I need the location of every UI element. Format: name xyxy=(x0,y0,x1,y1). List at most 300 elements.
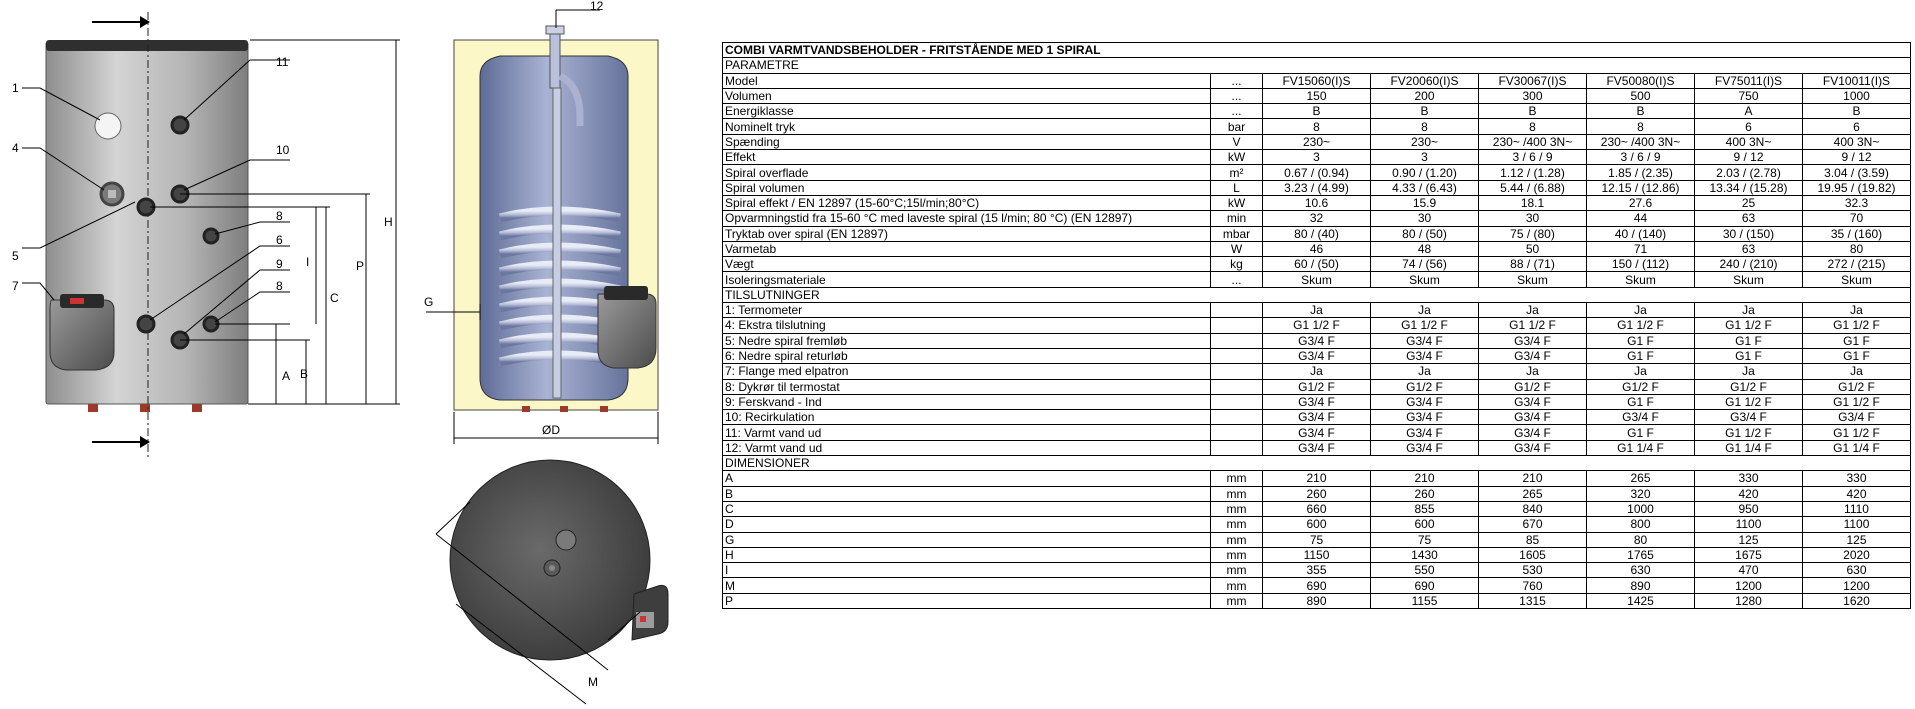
value-cell: G3/4 F xyxy=(1479,333,1587,348)
row-unit: ... xyxy=(1211,88,1263,103)
section-title: DIMENSIONER xyxy=(723,456,1911,471)
table-row xyxy=(723,440,1911,455)
row-unit xyxy=(1211,425,1263,440)
value-cell: 1620 xyxy=(1803,593,1911,608)
value-cell: G1 1/4 F xyxy=(1587,440,1695,455)
table-row xyxy=(723,303,1911,318)
value-cell: 63 xyxy=(1695,211,1803,226)
value-cell: G3/4 F xyxy=(1371,440,1479,455)
dim-label-m: M xyxy=(588,675,598,689)
value-cell: G1 1/2 F xyxy=(1803,394,1911,409)
value-cell: G1 1/2 F xyxy=(1803,318,1911,333)
value-cell: G3/4 F xyxy=(1695,410,1803,425)
specification-table xyxy=(722,42,1911,609)
value-cell: 1.12 / (1.28) xyxy=(1479,165,1587,180)
row-label: Opvarmningstid fra 15-60 °C med laveste spiral (15 l/min; 80 °C) (EN 12897) xyxy=(723,211,1211,226)
value-cell: 260 xyxy=(1263,486,1371,501)
value-cell: G1/2 F xyxy=(1695,379,1803,394)
value-cell: Skum xyxy=(1479,272,1587,287)
callout-12: 12 xyxy=(590,0,604,13)
value-cell: 1280 xyxy=(1695,593,1803,608)
specification-table-body xyxy=(723,43,1911,609)
value-cell: 690 xyxy=(1263,578,1371,593)
value-cell: 18.1 xyxy=(1479,195,1587,210)
value-cell: 150 xyxy=(1263,88,1371,103)
value-cell: 3 / 6 / 9 xyxy=(1587,150,1695,165)
value-cell: 2020 xyxy=(1803,547,1911,562)
table-row xyxy=(723,578,1911,593)
row-unit xyxy=(1211,440,1263,455)
table-row xyxy=(723,379,1911,394)
row-label: M xyxy=(723,578,1211,593)
value-cell: G1 1/4 F xyxy=(1695,440,1803,455)
value-cell: 230~ xyxy=(1263,134,1371,149)
callout-8a: 8 xyxy=(276,209,283,223)
value-cell: 200 xyxy=(1371,88,1479,103)
value-cell: G1 1/2 F xyxy=(1695,425,1803,440)
row-label: 7: Flange med elpatron xyxy=(723,364,1211,379)
value-cell: Ja xyxy=(1695,364,1803,379)
value-cell: 8 xyxy=(1587,119,1695,134)
dim-label-p: P xyxy=(356,259,365,273)
value-cell: FV10011(I)S xyxy=(1803,73,1911,88)
value-cell: 1.85 / (2.35) xyxy=(1587,165,1695,180)
row-unit: mm xyxy=(1211,517,1263,532)
value-cell: G3/4 F xyxy=(1263,394,1371,409)
row-unit: min xyxy=(1211,211,1263,226)
row-label: Spænding xyxy=(723,134,1211,149)
callout-11: 11 xyxy=(276,55,289,69)
row-unit: bar xyxy=(1211,119,1263,134)
table-row xyxy=(723,364,1911,379)
value-cell: G3/4 F xyxy=(1371,410,1479,425)
value-cell: G1 1/2 F xyxy=(1695,318,1803,333)
table-row xyxy=(723,547,1911,562)
value-cell: 550 xyxy=(1371,563,1479,578)
table-row xyxy=(723,88,1911,103)
value-cell: 530 xyxy=(1479,563,1587,578)
value-cell: 690 xyxy=(1371,578,1479,593)
value-cell: 30 / (150) xyxy=(1695,226,1803,241)
value-cell: B xyxy=(1587,104,1695,119)
table-row xyxy=(723,486,1911,501)
value-cell: 400 3N~ xyxy=(1803,134,1911,149)
row-label: Model xyxy=(723,73,1211,88)
value-cell: 670 xyxy=(1479,517,1587,532)
value-cell: G1 1/4 F xyxy=(1803,440,1911,455)
row-label: 12: Varmt vand ud xyxy=(723,440,1211,455)
value-cell: Skum xyxy=(1263,272,1371,287)
row-unit xyxy=(1211,348,1263,363)
value-cell: G3/4 F xyxy=(1263,410,1371,425)
value-cell: 27.6 xyxy=(1587,195,1695,210)
value-cell: 230~ xyxy=(1371,134,1479,149)
value-cell: G1 F xyxy=(1803,348,1911,363)
row-unit: kW xyxy=(1211,195,1263,210)
row-unit xyxy=(1211,379,1263,394)
value-cell: 125 xyxy=(1695,532,1803,547)
table-row xyxy=(723,517,1911,532)
row-label: C xyxy=(723,501,1211,516)
row-label: 11: Varmt vand ud xyxy=(723,425,1211,440)
value-cell: 210 xyxy=(1479,471,1587,486)
value-cell: 74 / (56) xyxy=(1371,257,1479,272)
value-cell: 80 / (50) xyxy=(1371,226,1479,241)
value-cell: 855 xyxy=(1371,501,1479,516)
row-unit: ... xyxy=(1211,104,1263,119)
row-unit: mm xyxy=(1211,486,1263,501)
dim-label-a: A xyxy=(282,369,291,383)
value-cell: G1 1/2 F xyxy=(1479,318,1587,333)
row-label: I xyxy=(723,563,1211,578)
dim-label-d: ØD xyxy=(542,423,560,437)
value-cell: FV30067(I)S xyxy=(1479,73,1587,88)
row-label: P xyxy=(723,593,1211,608)
value-cell: G1/2 F xyxy=(1263,379,1371,394)
value-cell: 32 xyxy=(1263,211,1371,226)
value-cell: 1100 xyxy=(1695,517,1803,532)
value-cell: 50 xyxy=(1479,241,1587,256)
row-unit xyxy=(1211,410,1263,425)
value-cell: 320 xyxy=(1587,486,1695,501)
value-cell: 1000 xyxy=(1587,501,1695,516)
value-cell: Ja xyxy=(1695,303,1803,318)
value-cell: 12.15 / (12.86) xyxy=(1587,180,1695,195)
table-row xyxy=(723,150,1911,165)
callout-10: 10 xyxy=(276,143,290,157)
table-row xyxy=(723,410,1911,425)
value-cell: G3/4 F xyxy=(1479,410,1587,425)
value-cell: 48 xyxy=(1371,241,1479,256)
row-unit xyxy=(1211,318,1263,333)
row-unit: mm xyxy=(1211,547,1263,562)
value-cell: 5.44 / (6.88) xyxy=(1479,180,1587,195)
dim-label-h: H xyxy=(384,215,393,229)
value-cell: B xyxy=(1263,104,1371,119)
row-label: Spiral overflade xyxy=(723,165,1211,180)
value-cell: 630 xyxy=(1803,563,1911,578)
table-title-row xyxy=(723,43,1911,58)
value-cell: 1110 xyxy=(1803,501,1911,516)
value-cell: G1 F xyxy=(1587,348,1695,363)
callout-6: 6 xyxy=(276,233,283,247)
value-cell: 25 xyxy=(1695,195,1803,210)
section-header-row xyxy=(723,58,1911,73)
value-cell: 63 xyxy=(1695,241,1803,256)
value-cell: G1/2 F xyxy=(1587,379,1695,394)
callout-8b: 8 xyxy=(276,279,283,293)
value-cell: 80 / (40) xyxy=(1263,226,1371,241)
value-cell: B xyxy=(1803,104,1911,119)
table-row xyxy=(723,348,1911,363)
value-cell: 950 xyxy=(1695,501,1803,516)
table-row xyxy=(723,73,1911,88)
value-cell: 30 xyxy=(1371,211,1479,226)
dim-label-b: B xyxy=(300,367,309,381)
value-cell: B xyxy=(1479,104,1587,119)
value-cell: G3/4 F xyxy=(1479,425,1587,440)
value-cell: 265 xyxy=(1479,486,1587,501)
value-cell: 1000 xyxy=(1803,88,1911,103)
value-cell: 210 xyxy=(1371,471,1479,486)
row-unit xyxy=(1211,333,1263,348)
row-label: 5: Nedre spiral fremløb xyxy=(723,333,1211,348)
value-cell: G3/4 F xyxy=(1803,410,1911,425)
table-row xyxy=(723,119,1911,134)
value-cell: Skum xyxy=(1371,272,1479,287)
value-cell: 9 / 12 xyxy=(1695,150,1803,165)
value-cell: G1 1/2 F xyxy=(1263,318,1371,333)
value-cell: 60 / (50) xyxy=(1263,257,1371,272)
value-cell: 330 xyxy=(1803,471,1911,486)
cross-section-view xyxy=(424,0,658,444)
value-cell: Ja xyxy=(1263,303,1371,318)
value-cell: Skum xyxy=(1695,272,1803,287)
value-cell: G3/4 F xyxy=(1371,333,1479,348)
table-row xyxy=(723,195,1911,210)
top-view xyxy=(436,460,668,704)
callout-4: 4 xyxy=(12,141,19,155)
value-cell: 6 xyxy=(1695,119,1803,134)
row-unit: ... xyxy=(1211,73,1263,88)
value-cell: G1 F xyxy=(1587,394,1695,409)
value-cell: 40 / (140) xyxy=(1587,226,1695,241)
value-cell: 15.9 xyxy=(1371,195,1479,210)
row-unit: mm xyxy=(1211,563,1263,578)
value-cell: 10.6 xyxy=(1263,195,1371,210)
value-cell: 46 xyxy=(1263,241,1371,256)
table-row xyxy=(723,425,1911,440)
table-row xyxy=(723,471,1911,486)
value-cell: A xyxy=(1695,104,1803,119)
table-row xyxy=(723,394,1911,409)
table-row xyxy=(723,165,1911,180)
value-cell: 3.23 / (4.99) xyxy=(1263,180,1371,195)
value-cell: G3/4 F xyxy=(1479,348,1587,363)
value-cell: Ja xyxy=(1371,364,1479,379)
value-cell: 3 xyxy=(1263,150,1371,165)
value-cell: FV20060(I)S xyxy=(1371,73,1479,88)
dim-label-g: G xyxy=(424,295,434,309)
callout-9: 9 xyxy=(276,257,283,271)
value-cell: G1 F xyxy=(1587,425,1695,440)
value-cell: 75 xyxy=(1263,532,1371,547)
value-cell: 88 / (71) xyxy=(1479,257,1587,272)
value-cell: 1675 xyxy=(1695,547,1803,562)
value-cell: 1200 xyxy=(1695,578,1803,593)
value-cell: Ja xyxy=(1263,364,1371,379)
value-cell: 500 xyxy=(1587,88,1695,103)
value-cell: 80 xyxy=(1587,532,1695,547)
value-cell: 125 xyxy=(1803,532,1911,547)
value-cell: Ja xyxy=(1479,303,1587,318)
value-cell: 8 xyxy=(1479,119,1587,134)
value-cell: 30 xyxy=(1479,211,1587,226)
value-cell: 1100 xyxy=(1803,517,1911,532)
row-unit xyxy=(1211,364,1263,379)
value-cell: 1315 xyxy=(1479,593,1587,608)
dim-label-c: C xyxy=(330,291,339,305)
value-cell: 71 xyxy=(1587,241,1695,256)
table-row xyxy=(723,226,1911,241)
value-cell: B xyxy=(1371,104,1479,119)
row-unit xyxy=(1211,394,1263,409)
value-cell: 3 xyxy=(1371,150,1479,165)
table-row xyxy=(723,333,1911,348)
value-cell: 230~ /400 3N~ xyxy=(1587,134,1695,149)
dim-label-i: I xyxy=(306,255,310,269)
row-label: H xyxy=(723,547,1211,562)
value-cell: Skum xyxy=(1587,272,1695,287)
row-unit: mm xyxy=(1211,471,1263,486)
row-label: 6: Nedre spiral returløb xyxy=(723,348,1211,363)
value-cell: 8 xyxy=(1371,119,1479,134)
row-unit: kg xyxy=(1211,257,1263,272)
row-label: D xyxy=(723,517,1211,532)
row-label: 9: Ferskvand - Ind xyxy=(723,394,1211,409)
section-title: PARAMETRE xyxy=(723,58,1911,73)
table-row xyxy=(723,211,1911,226)
value-cell: Ja xyxy=(1803,303,1911,318)
value-cell: G3/4 F xyxy=(1479,440,1587,455)
table-row xyxy=(723,272,1911,287)
row-unit: ... xyxy=(1211,272,1263,287)
value-cell: 35 / (160) xyxy=(1803,226,1911,241)
row-unit: mbar xyxy=(1211,226,1263,241)
value-cell: 75 / (80) xyxy=(1479,226,1587,241)
row-label: Volumen xyxy=(723,88,1211,103)
section-header-row xyxy=(723,456,1911,471)
value-cell: 210 xyxy=(1263,471,1371,486)
value-cell: 1765 xyxy=(1587,547,1695,562)
row-label: G xyxy=(723,532,1211,547)
value-cell: G3/4 F xyxy=(1263,440,1371,455)
row-unit: V xyxy=(1211,134,1263,149)
value-cell: G3/4 F xyxy=(1587,410,1695,425)
row-label: Spiral effekt / EN 12897 (15-60°C;15l/min;80°C) xyxy=(723,195,1211,210)
row-unit xyxy=(1211,303,1263,318)
value-cell: 355 xyxy=(1263,563,1371,578)
row-unit: mm xyxy=(1211,578,1263,593)
value-cell: 660 xyxy=(1263,501,1371,516)
value-cell: 600 xyxy=(1263,517,1371,532)
value-cell: G3/4 F xyxy=(1371,425,1479,440)
row-label: B xyxy=(723,486,1211,501)
row-label: 10: Recirkulation xyxy=(723,410,1211,425)
value-cell: 272 / (215) xyxy=(1803,257,1911,272)
value-cell: G1 1/2 F xyxy=(1803,425,1911,440)
row-label: Vægt xyxy=(723,257,1211,272)
value-cell: Skum xyxy=(1803,272,1911,287)
value-cell: 420 xyxy=(1695,486,1803,501)
value-cell: 0.67 / (0.94) xyxy=(1263,165,1371,180)
value-cell: 890 xyxy=(1587,578,1695,593)
row-unit: mm xyxy=(1211,532,1263,547)
value-cell: 1430 xyxy=(1371,547,1479,562)
value-cell: G3/4 F xyxy=(1263,348,1371,363)
value-cell: 2.03 / (2.78) xyxy=(1695,165,1803,180)
callout-5: 5 xyxy=(12,249,19,263)
value-cell: 890 xyxy=(1263,593,1371,608)
value-cell: 1200 xyxy=(1803,578,1911,593)
table-row xyxy=(723,134,1911,149)
value-cell: 44 xyxy=(1587,211,1695,226)
value-cell: Ja xyxy=(1371,303,1479,318)
value-cell: 32.3 xyxy=(1803,195,1911,210)
value-cell: G3/4 F xyxy=(1371,394,1479,409)
value-cell: 630 xyxy=(1587,563,1695,578)
value-cell: G1/2 F xyxy=(1371,379,1479,394)
table-row xyxy=(723,104,1911,119)
row-unit: kW xyxy=(1211,150,1263,165)
value-cell: G3/4 F xyxy=(1263,333,1371,348)
section-title: TILSLUTNINGER xyxy=(723,287,1911,302)
row-label: 8: Dykrør til termostat xyxy=(723,379,1211,394)
value-cell: FV75011(I)S xyxy=(1695,73,1803,88)
value-cell: 1425 xyxy=(1587,593,1695,608)
value-cell: 13.34 / (15.28) xyxy=(1695,180,1803,195)
value-cell: 1155 xyxy=(1371,593,1479,608)
value-cell: 0.90 / (1.20) xyxy=(1371,165,1479,180)
value-cell: G1 F xyxy=(1695,348,1803,363)
value-cell: 750 xyxy=(1695,88,1803,103)
value-cell: 150 / (112) xyxy=(1587,257,1695,272)
value-cell: 8 xyxy=(1263,119,1371,134)
callout-1: 1 xyxy=(12,81,19,95)
row-label: Isoleringsmateriale xyxy=(723,272,1211,287)
external-view xyxy=(12,12,400,458)
value-cell: G1 F xyxy=(1695,333,1803,348)
table-row xyxy=(723,241,1911,256)
table-row xyxy=(723,563,1911,578)
value-cell: 470 xyxy=(1695,563,1803,578)
value-cell: Ja xyxy=(1803,364,1911,379)
technical-drawings xyxy=(0,0,720,709)
value-cell: G1 1/2 F xyxy=(1371,318,1479,333)
value-cell: G3/4 F xyxy=(1371,348,1479,363)
value-cell: 70 xyxy=(1803,211,1911,226)
value-cell: 80 xyxy=(1803,241,1911,256)
table-title: COMBI VARMTVANDSBEHOLDER - FRITSTÅENDE MED 1 SPIRAL xyxy=(723,43,1911,58)
value-cell: 3 / 6 / 9 xyxy=(1479,150,1587,165)
value-cell: 1605 xyxy=(1479,547,1587,562)
value-cell: 19.95 / (19.82) xyxy=(1803,180,1911,195)
value-cell: 4.33 / (6.43) xyxy=(1371,180,1479,195)
value-cell: 330 xyxy=(1695,471,1803,486)
value-cell: 85 xyxy=(1479,532,1587,547)
row-unit: L xyxy=(1211,180,1263,195)
value-cell: G1/2 F xyxy=(1803,379,1911,394)
table-row xyxy=(723,501,1911,516)
value-cell: 3.04 / (3.59) xyxy=(1803,165,1911,180)
value-cell: FV15060(I)S xyxy=(1263,73,1371,88)
table-row xyxy=(723,180,1911,195)
row-label: Tryktab over spiral (EN 12897) xyxy=(723,226,1211,241)
table-row xyxy=(723,532,1911,547)
value-cell: 230~ /400 3N~ xyxy=(1479,134,1587,149)
value-cell: G1 F xyxy=(1803,333,1911,348)
value-cell: Ja xyxy=(1587,364,1695,379)
value-cell: G3/4 F xyxy=(1479,394,1587,409)
value-cell: 240 / (210) xyxy=(1695,257,1803,272)
value-cell: 420 xyxy=(1803,486,1911,501)
value-cell: FV50080(I)S xyxy=(1587,73,1695,88)
value-cell: 800 xyxy=(1587,517,1695,532)
row-unit: mm xyxy=(1211,501,1263,516)
value-cell: 9 / 12 xyxy=(1803,150,1911,165)
value-cell: G1 1/2 F xyxy=(1695,394,1803,409)
row-label: 1: Termometer xyxy=(723,303,1211,318)
